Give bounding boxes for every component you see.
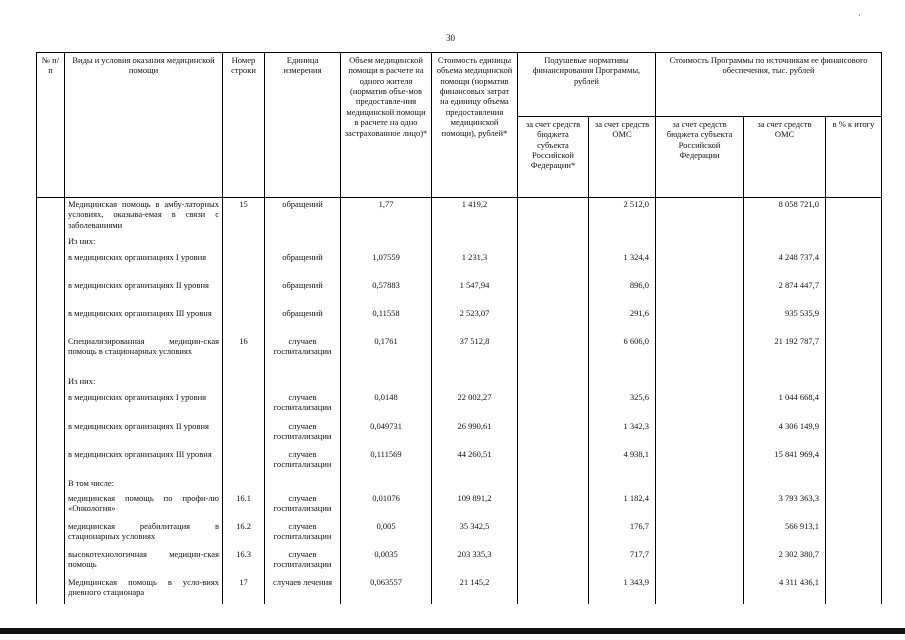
cell-name: в медицинских организациях III уровня: [65, 448, 223, 476]
cell-norm-budget: [518, 548, 589, 576]
cell-name: в медицинских организациях I уровня: [65, 391, 223, 420]
cell-norm-budget: [518, 576, 589, 604]
cell-name: в медицинских организациях III уровня: [65, 307, 223, 335]
cell-volume: 0,01076: [341, 492, 432, 520]
cell-src-budget: [656, 492, 744, 520]
cell-src-oms: [744, 374, 826, 391]
table-row: [37, 448, 882, 476]
cell-unit: [265, 374, 341, 391]
cell-src-oms: 1 044 668,4: [744, 391, 826, 420]
cell-src-oms: 3 793 363,3: [744, 492, 826, 520]
cell-volume: [341, 476, 432, 492]
header-unit: Единица измерения: [265, 53, 341, 198]
cell-pct: [826, 576, 882, 604]
cell-src-oms: 15 841 969,4: [744, 448, 826, 476]
cell-src-oms: 8 058 721,0: [744, 198, 826, 234]
cell-volume: 0,049731: [341, 420, 432, 448]
cell-src-oms: [744, 234, 826, 251]
cell-volume: 1,77: [341, 198, 432, 234]
cell-norm-budget: [518, 234, 589, 251]
cell-cost: 35 342,5: [432, 520, 518, 548]
table-row: [37, 198, 882, 234]
cell-src-budget: [656, 420, 744, 448]
cell-norm-budget: [518, 492, 589, 520]
cell-src-budget: [656, 279, 744, 307]
cell-norm-oms: 176,7: [589, 520, 656, 548]
cell-src-budget: [656, 476, 744, 492]
cell-norm-oms: 2 512,0: [589, 198, 656, 234]
cell-pct: [826, 448, 882, 476]
table-row: [37, 520, 882, 548]
cell-pct: [826, 279, 882, 307]
cell-name: высокотехнологичная медицин-ская помощь: [65, 548, 223, 576]
cell-cost: 22 002,27: [432, 391, 518, 420]
cell-line: 16.1: [223, 492, 265, 520]
cell-line: [223, 448, 265, 476]
table-row: [37, 391, 882, 420]
cell-src-oms: 566 913,1: [744, 520, 826, 548]
cell-norm-oms: 1 342,3: [589, 420, 656, 448]
cell-pct: [826, 198, 882, 234]
cell-norm-oms: 1 182,4: [589, 492, 656, 520]
table-row: [37, 307, 882, 335]
cell-name: медицинская реабилитация в стационарных условиях: [65, 520, 223, 548]
cell-line: 16.2: [223, 520, 265, 548]
table-row: [37, 576, 882, 604]
cell-src-budget: [656, 448, 744, 476]
cell-num: [37, 492, 65, 520]
header-group-sources: Стоимость Программы по источникам ее финансового обеспечения, тыс. рублей: [656, 53, 882, 117]
cell-line: [223, 374, 265, 391]
cell-name: в медицинских организациях II уровня: [65, 279, 223, 307]
cell-volume: [341, 374, 432, 391]
cell-num: [37, 391, 65, 420]
header-num: № п/п: [37, 53, 65, 198]
cell-name: Медицинская помощь в амбу-латорных условиях, оказыва-емая в связи с заболеваниями: [65, 198, 223, 234]
cell-volume: 0,063557: [341, 576, 432, 604]
cell-norm-oms: 4 938,1: [589, 448, 656, 476]
cell-src-budget: [656, 198, 744, 234]
cell-num: [37, 520, 65, 548]
header-line: Номер строки: [223, 53, 265, 198]
header-src-oms: за счет средств ОМС: [744, 117, 826, 198]
cell-name: в медицинских организациях II уровня: [65, 420, 223, 448]
cell-cost: 1 547,94: [432, 279, 518, 307]
cell-volume: 0,111569: [341, 448, 432, 476]
cell-volume: 0,11558: [341, 307, 432, 335]
cell-src-budget: [656, 576, 744, 604]
cell-unit: обращений: [265, 198, 341, 234]
cell-norm-budget: [518, 198, 589, 234]
table-row: [37, 234, 882, 251]
cell-src-budget: [656, 520, 744, 548]
cell-volume: 0,57883: [341, 279, 432, 307]
cell-src-oms: 4 306 149,9: [744, 420, 826, 448]
cell-src-budget: [656, 548, 744, 576]
page-number: 30: [446, 33, 455, 43]
cell-cost: [432, 234, 518, 251]
cell-volume: 0,1761: [341, 335, 432, 374]
cell-num: [37, 335, 65, 374]
cell-cost: 26 990,61: [432, 420, 518, 448]
cell-src-budget: [656, 335, 744, 374]
cell-num: [37, 307, 65, 335]
cell-name: Из них:: [65, 234, 223, 251]
cell-num: [37, 420, 65, 448]
cell-norm-oms: [589, 374, 656, 391]
cell-src-oms: 21 192 787,7: [744, 335, 826, 374]
cell-src-budget: [656, 251, 744, 279]
cell-norm-oms: 717,7: [589, 548, 656, 576]
cell-num: [37, 279, 65, 307]
cell-unit: случаев госпитализации: [265, 448, 341, 476]
cell-cost: 37 512,8: [432, 335, 518, 374]
cell-src-budget: [656, 234, 744, 251]
cell-pct: [826, 335, 882, 374]
cell-cost: [432, 476, 518, 492]
cell-num: [37, 251, 65, 279]
cell-pct: [826, 307, 882, 335]
cell-norm-oms: [589, 476, 656, 492]
cell-src-oms: 2 874 447,7: [744, 279, 826, 307]
cell-cost: 2 523,07: [432, 307, 518, 335]
cell-line: [223, 234, 265, 251]
cell-norm-budget: [518, 251, 589, 279]
cell-unit: случаев госпитализации: [265, 520, 341, 548]
cell-norm-oms: 896,0: [589, 279, 656, 307]
header-group-norms: Подушевые нормативы финансирования Программы, рублей: [518, 53, 656, 117]
cell-num: [37, 198, 65, 234]
cell-src-budget: [656, 307, 744, 335]
cell-unit: [265, 476, 341, 492]
cell-line: [223, 391, 265, 420]
cell-volume: 0,0148: [341, 391, 432, 420]
cell-pct: [826, 476, 882, 492]
header-src-pct: в % к итогу: [826, 117, 882, 198]
table-row: [37, 492, 882, 520]
cell-norm-budget: [518, 420, 589, 448]
cell-num: [37, 234, 65, 251]
table-row: [37, 476, 882, 492]
cell-volume: [341, 234, 432, 251]
cell-unit: [265, 234, 341, 251]
cell-cost: 109 891,2: [432, 492, 518, 520]
cell-line: 15: [223, 198, 265, 234]
cell-name: Медицинская помощь в усло-виях дневного стационара: [65, 576, 223, 604]
cell-volume: 0,0035: [341, 548, 432, 576]
cell-norm-oms: 291,6: [589, 307, 656, 335]
cell-norm-budget: [518, 374, 589, 391]
cell-pct: [826, 548, 882, 576]
cell-norm-budget: [518, 448, 589, 476]
cell-norm-budget: [518, 335, 589, 374]
cell-pct: [826, 520, 882, 548]
cell-num: [37, 476, 65, 492]
cell-num: [37, 448, 65, 476]
cell-src-oms: 935 535,9: [744, 307, 826, 335]
cell-src-budget: [656, 374, 744, 391]
cell-volume: 1,07559: [341, 251, 432, 279]
cell-line: [223, 307, 265, 335]
cell-pct: [826, 420, 882, 448]
cell-src-budget: [656, 391, 744, 420]
cell-volume: 0,005: [341, 520, 432, 548]
cell-pct: [826, 492, 882, 520]
cell-unit: случаев лечения: [265, 576, 341, 604]
cell-line: 16: [223, 335, 265, 374]
cell-unit: случаев госпитализации: [265, 335, 341, 374]
header-norm-oms: за счет средств ОМС: [589, 117, 656, 198]
cell-unit: случаев госпитализации: [265, 548, 341, 576]
cell-name: Специализированная медицин-ская помощь в стационарных условиях: [65, 335, 223, 374]
cell-src-oms: 4 311 436,1: [744, 576, 826, 604]
cell-pct: [826, 234, 882, 251]
cell-cost: 1 419,2: [432, 198, 518, 234]
header-src-budget: за счет средств бюджета субъекта Российской Федерации: [656, 117, 744, 198]
cell-name: медицинская помощь по профи-лю «Онкология»: [65, 492, 223, 520]
cell-src-oms: 2 302 380,7: [744, 548, 826, 576]
cell-line: [223, 476, 265, 492]
corner-mark: ·: [858, 10, 861, 20]
cell-num: [37, 548, 65, 576]
cell-unit: обращений: [265, 251, 341, 279]
table-row: [37, 374, 882, 391]
cell-norm-budget: [518, 391, 589, 420]
cell-norm-budget: [518, 520, 589, 548]
header-norm-budget: за счет средств бюджета субъекта Российской Федерации*: [518, 117, 589, 198]
cell-norm-budget: [518, 476, 589, 492]
table-row: [37, 420, 882, 448]
cell-name: В том числе:: [65, 476, 223, 492]
cell-src-oms: 4 248 737,4: [744, 251, 826, 279]
cell-line: [223, 251, 265, 279]
cell-cost: [432, 374, 518, 391]
cell-line: 17: [223, 576, 265, 604]
cell-cost: 44 260,51: [432, 448, 518, 476]
cell-norm-oms: 325,6: [589, 391, 656, 420]
cell-line: 16.3: [223, 548, 265, 576]
cell-norm-budget: [518, 307, 589, 335]
cell-num: [37, 576, 65, 604]
cell-pct: [826, 391, 882, 420]
bottom-edge-rule: [0, 628, 905, 634]
cell-norm-oms: [589, 234, 656, 251]
header-cost: Стоимость единицы объема медицинской помощи (норматив финансовых затрат на единицу объема предоставления медицинской помощи), рублей*: [432, 53, 518, 198]
cell-unit: случаев госпитализации: [265, 420, 341, 448]
cell-cost: 203 335,3: [432, 548, 518, 576]
cell-num: [37, 374, 65, 391]
cell-line: [223, 420, 265, 448]
cell-unit: случаев госпитализации: [265, 391, 341, 420]
table-row: [37, 251, 882, 279]
cell-norm-oms: 1 343,9: [589, 576, 656, 604]
cell-unit: обращений: [265, 307, 341, 335]
cell-norm-budget: [518, 279, 589, 307]
cell-norm-oms: 6 606,0: [589, 335, 656, 374]
cell-pct: [826, 374, 882, 391]
table-row: [37, 548, 882, 576]
program-cost-table: [36, 52, 882, 604]
header-name: Виды и условия оказания медицинской помощи: [65, 53, 223, 198]
cell-pct: [826, 251, 882, 279]
cell-name: Из них:: [65, 374, 223, 391]
table-row: [37, 335, 882, 374]
cell-cost: 21 145,2: [432, 576, 518, 604]
table-body: [37, 198, 882, 604]
cell-norm-oms: 1 324,4: [589, 251, 656, 279]
cell-cost: 1 231,3: [432, 251, 518, 279]
table-row: [37, 279, 882, 307]
cell-unit: обращений: [265, 279, 341, 307]
program-cost-table-container: [36, 52, 881, 604]
cell-unit: случаев госпитализации: [265, 492, 341, 520]
table-header: [37, 53, 882, 198]
cell-src-oms: [744, 476, 826, 492]
header-volume: Объем медицинской помощи в расчете на одного жителя (норматив объе-мов предоставле-ния медицинской помощи в расчете на одно застрахованное лицо)*: [341, 53, 432, 198]
cell-name: в медицинских организациях I уровня: [65, 251, 223, 279]
cell-line: [223, 279, 265, 307]
